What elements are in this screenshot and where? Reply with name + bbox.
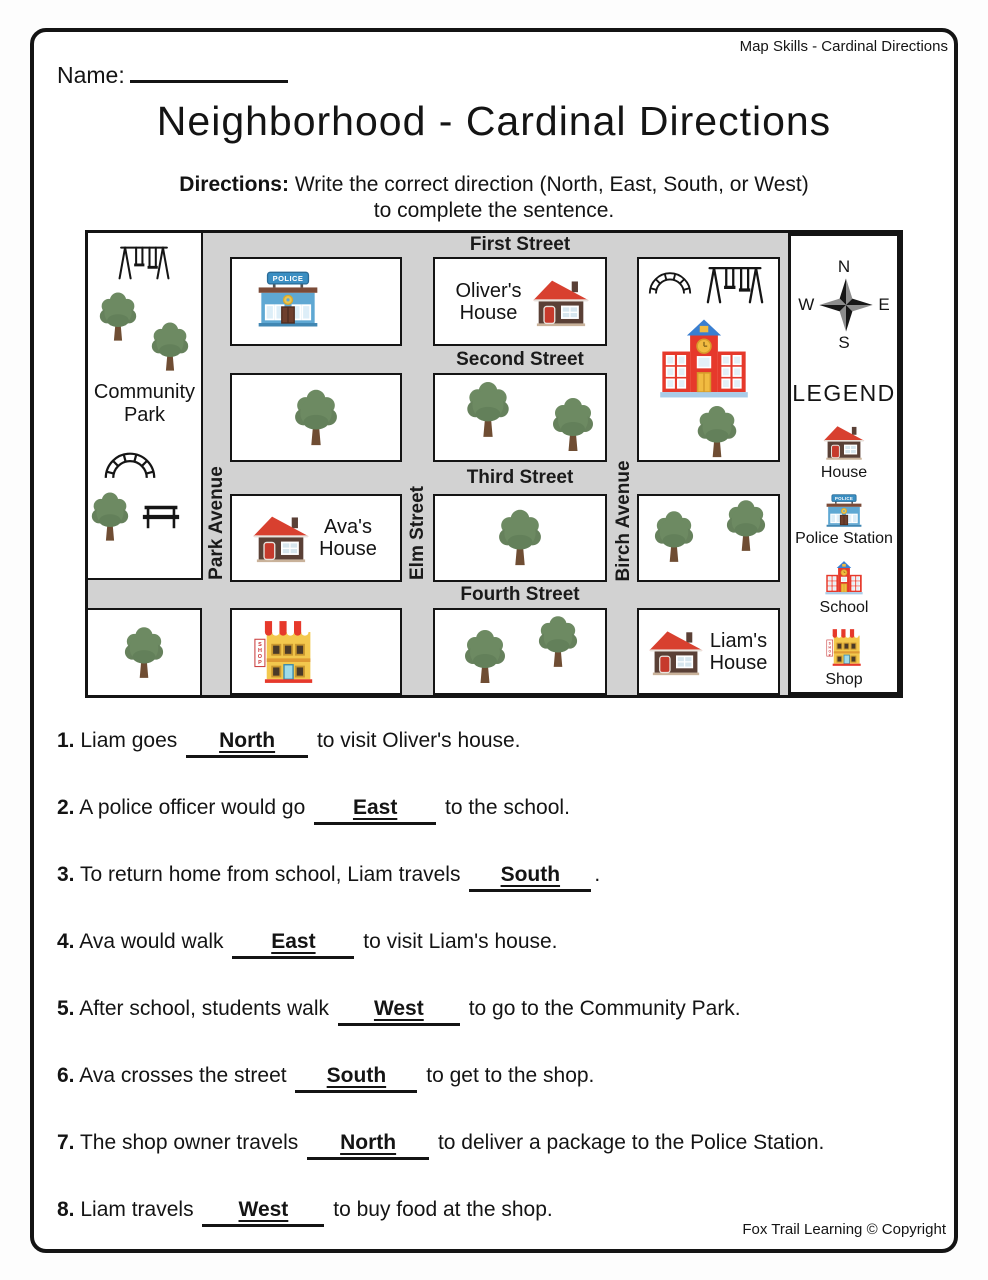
shop-block [230,608,402,695]
answer-text: North [219,729,276,752]
shop-icon [254,615,314,689]
question-text-pre: Ava crosses the street [79,1064,287,1087]
question-text-pre: A police officer would go [79,796,306,819]
tree-icon [123,625,165,681]
tree-icon [537,613,579,671]
school-block [637,257,780,462]
directions-line1 [0,172,988,198]
legend-item-label: School [819,599,869,616]
tree-icon [293,388,339,448]
house-icon [252,513,310,563]
directions-text [0,172,988,224]
tree-icon [463,626,507,688]
name-row [57,58,288,89]
answer-blank[interactable] [202,1196,324,1227]
answer-text: East [352,796,398,819]
street-label-fourth: Fourth Street [460,584,580,605]
answer-blank[interactable] [295,1062,417,1093]
answer-text: South [500,863,561,886]
question-text-post: to deliver a package to the Police Station. [437,1131,825,1154]
compass-north-label: N [837,257,851,276]
question-3 [57,861,957,892]
answer-blank[interactable] [232,928,354,959]
answer-blank[interactable] [314,794,436,825]
compass-rose [798,275,889,335]
question-text-post: to buy food at the shop. [333,1198,553,1221]
street-label-elm-street: Elm Street [407,486,428,580]
community-park-block [88,233,203,580]
bench-icon [142,503,180,531]
tree-icon [465,381,511,439]
school-icon [824,560,864,596]
swing-set-icon [118,241,170,281]
house-icon [823,423,865,461]
legend-title: LEGEND [792,380,896,406]
question-1 [57,727,957,758]
tree-icon [725,499,767,553]
question-number: 2. [57,796,75,819]
street-label-first: First Street [469,234,571,255]
question-number: 5. [57,997,75,1020]
park-south-block [88,608,202,695]
name-label: Name: [57,62,125,88]
question-text-post: to visit Oliver's house. [316,729,521,752]
tree-icon [150,321,190,373]
directions-line2: to complete the sentence. [373,199,615,222]
question-4 [57,928,957,959]
house-icon [532,277,590,327]
question-text-pre: To return home from school, Liam travels [79,863,461,886]
question-text-post: to go to the Community Park. [468,997,741,1020]
directions-line1-text: Write the correct direction (North, East, South, or West) [294,173,809,196]
answer-blank[interactable] [469,861,591,892]
compass-rose-icon [817,275,875,335]
monkey-bars-icon [647,267,693,295]
question-text-pre: Ava would walk [79,930,224,953]
olivers-house-block [433,257,607,346]
avas-house-label: Ava's House [319,516,377,560]
neighborhood-map [85,230,903,698]
question-number: 7. [57,1131,75,1154]
street-label-birch-avenue: Birch Avenue [613,460,634,582]
tree-block [433,608,607,695]
legend-panel [788,233,900,695]
directions-label: Directions: [179,173,289,196]
answer-blank[interactable] [186,727,308,758]
legend-item-label: House [820,464,868,481]
liams-house-block [637,608,780,695]
shop-icon [826,627,862,668]
tree-icon [98,291,138,343]
legend-item-label: Police Station [795,530,893,547]
police-station-block [230,257,402,346]
question-5 [57,995,957,1026]
tree-icon [551,397,595,453]
avas-house-block [230,494,402,582]
copyright-text: Fox Trail Learning © Copyright [742,1221,946,1238]
tree-icon [497,508,543,568]
tree-block [433,494,607,582]
answer-blank[interactable] [307,1129,429,1160]
liams-house-label: Liam's House [709,629,768,674]
police-station-icon [256,271,320,327]
compass-east-label: E [878,295,890,314]
olivers-house-label: Oliver's House [455,279,522,324]
street-label-park-avenue: Park Avenue [206,466,227,580]
tree-block [433,373,607,462]
compass-south-label: S [838,333,850,352]
question-text-post: to get to the shop. [426,1064,595,1087]
community-park-label: Community Park [93,381,196,426]
question-text-post: to the school. [444,796,570,819]
tree-icon [695,405,739,459]
school-icon [657,307,751,411]
answer-text: South [326,1064,387,1087]
monkey-bars-icon [103,445,157,481]
question-number: 3. [57,863,75,886]
legend-item-label: Shop [825,671,863,688]
house-icon [648,628,704,676]
question-text-pre: Liam goes [80,729,178,752]
page-title: Neighborhood - Cardinal Directions [156,98,832,144]
street-label-second: Second Street [456,349,584,370]
questions-list [57,727,957,1227]
question-text-pre: Liam travels [80,1198,194,1221]
compass-west-label: W [798,295,815,314]
question-text-pre: The shop owner travels [79,1131,299,1154]
police-station-icon [825,494,863,527]
question-number: 1. [57,729,75,752]
question-number: 8. [57,1198,75,1221]
street-label-third: Third Street [466,467,574,488]
question-6 [57,1062,957,1093]
swing-set-icon [705,262,765,304]
worksheet-header-label: Map Skills - Cardinal Directions [739,38,948,55]
answer-text: West [373,997,424,1020]
tree-icon [653,510,695,564]
tree-block [230,373,402,462]
question-text-post: to visit Liam's house. [363,930,558,953]
question-number: 6. [57,1064,75,1087]
question-text-pre: After school, students walk [79,997,329,1020]
answer-text: North [340,1131,397,1154]
tree-block [637,494,780,582]
question-text-post: . [594,863,601,886]
answer-text: East [271,930,316,953]
question-number: 4. [57,930,75,953]
answer-text: West [238,1198,289,1221]
question-2 [57,794,957,825]
question-7 [57,1129,957,1160]
answer-blank[interactable] [338,995,460,1026]
tree-icon [90,491,130,543]
name-input-line[interactable] [130,58,288,83]
